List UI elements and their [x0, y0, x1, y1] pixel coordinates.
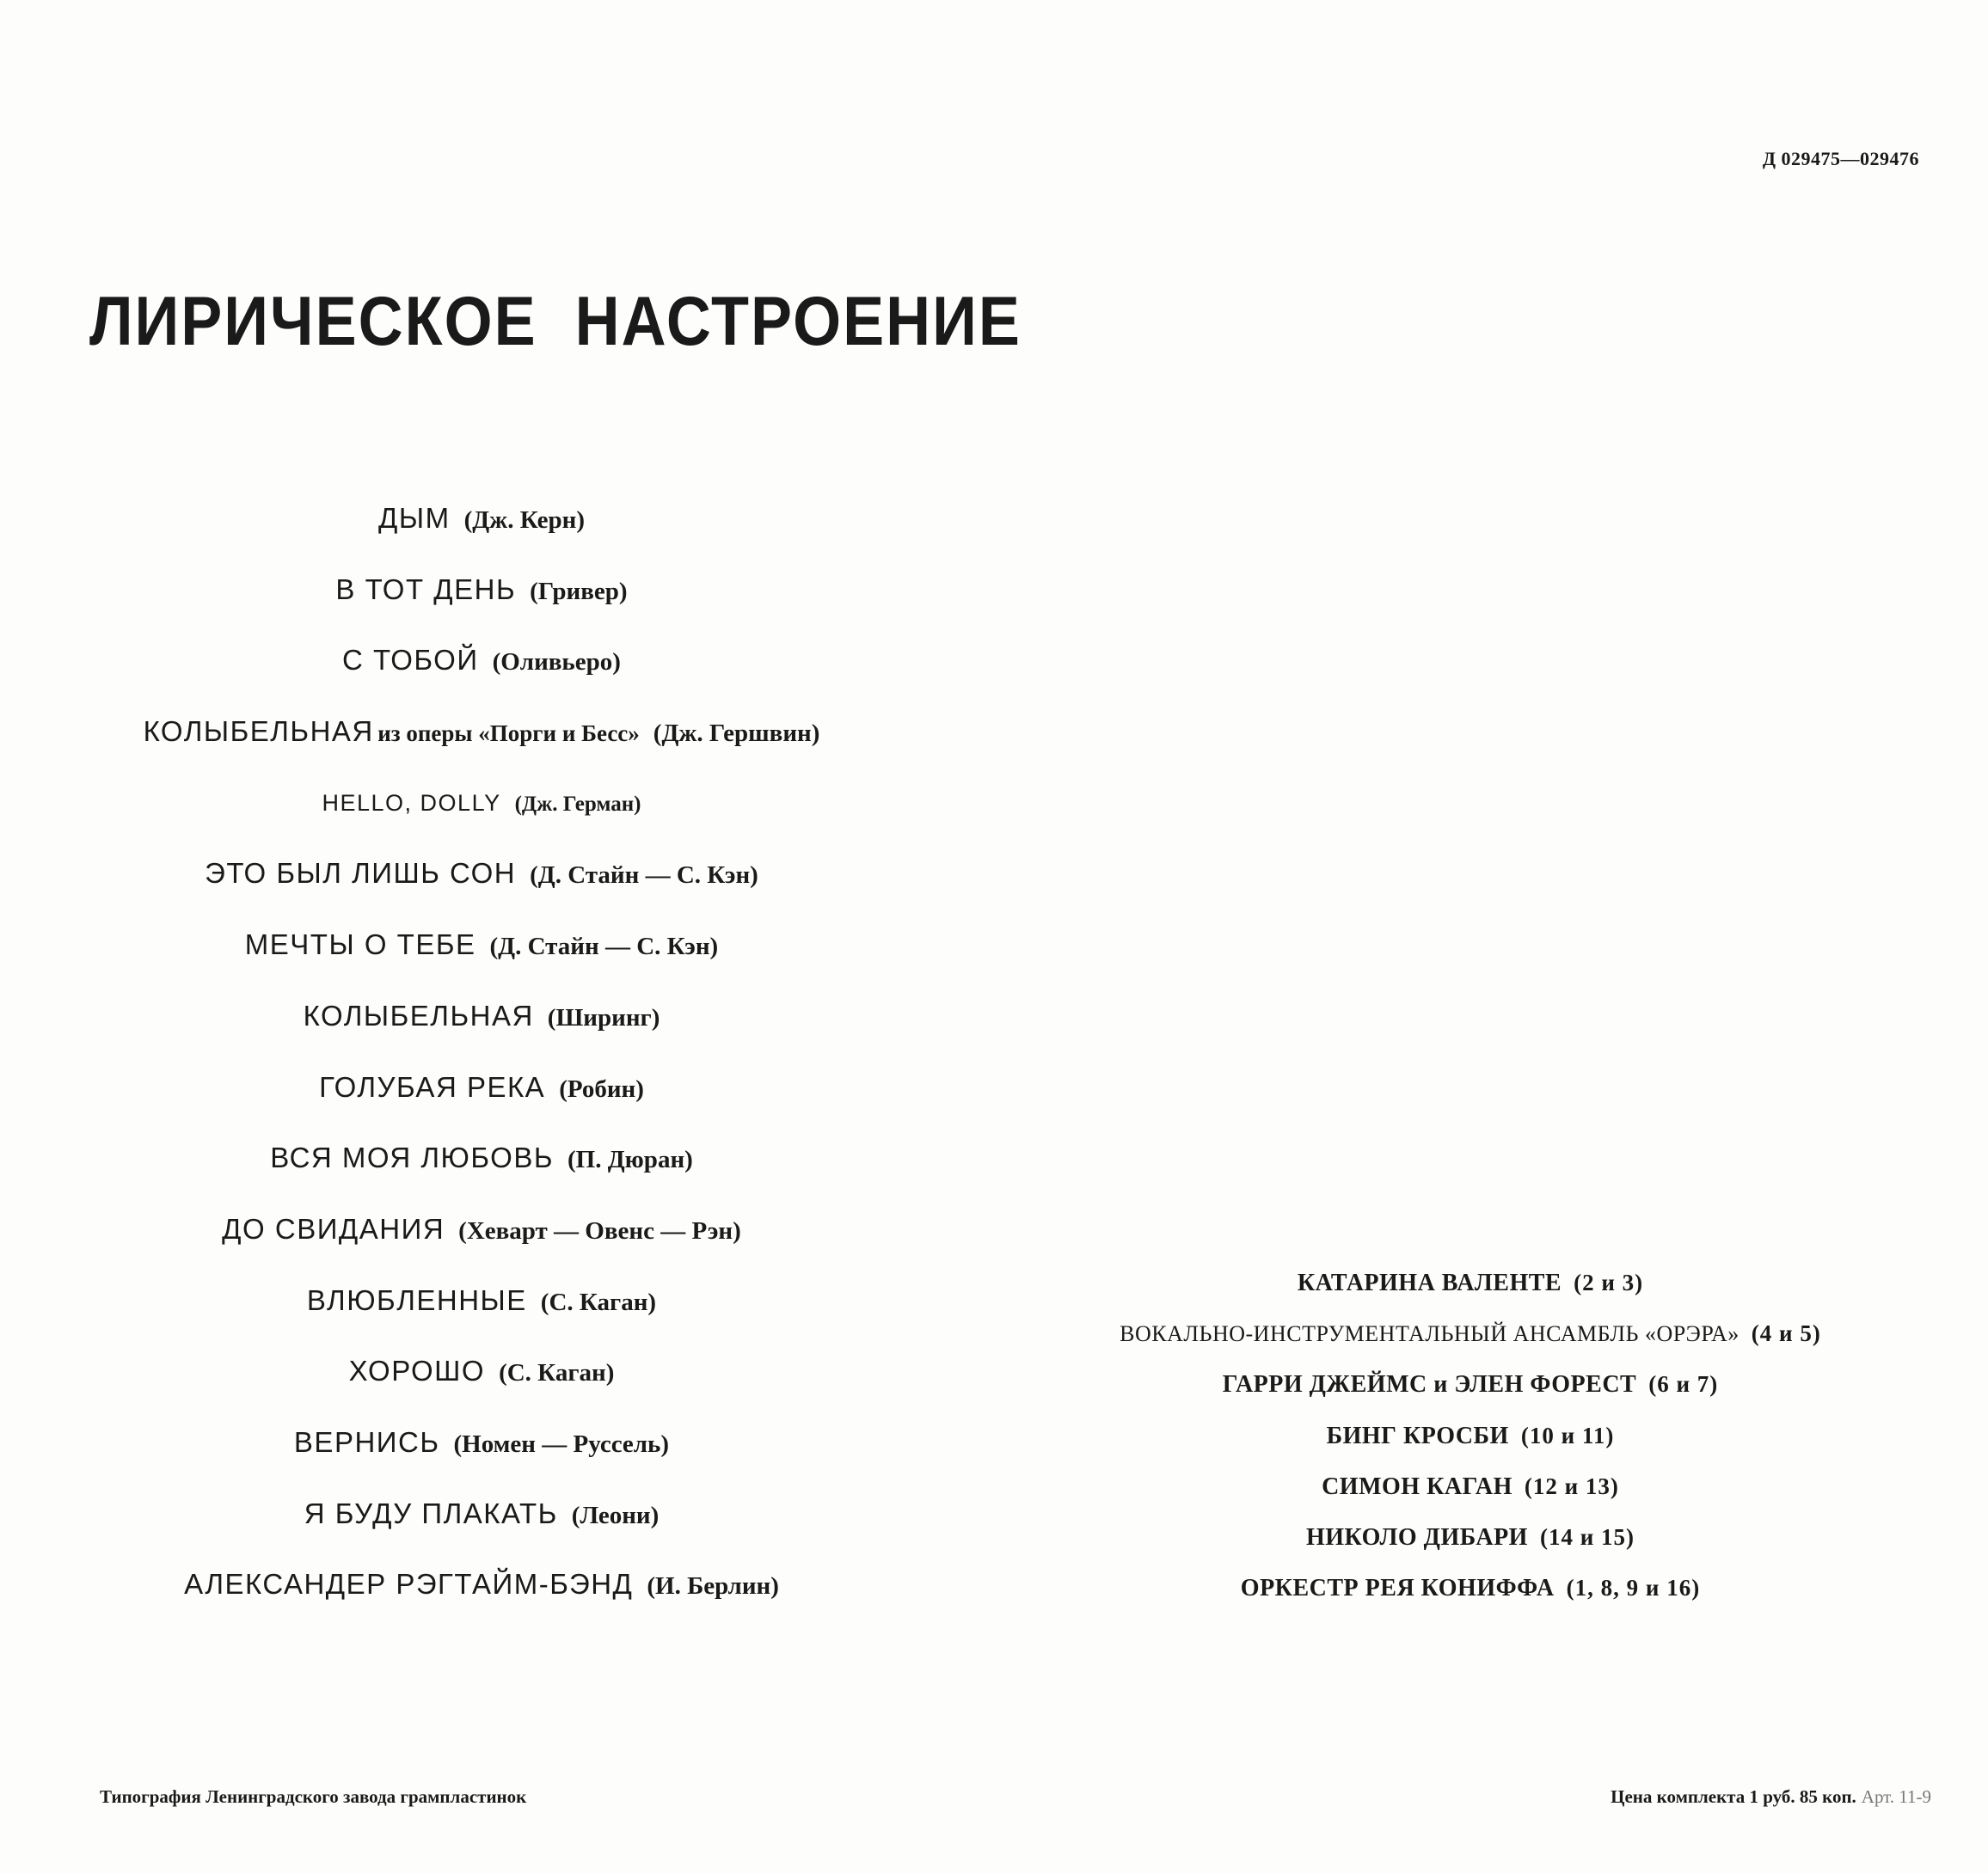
track-item: [69, 1563, 894, 1634]
track-composer: (Робин): [559, 1075, 644, 1103]
track-composer: (Ширинг): [547, 1003, 660, 1032]
track-item: [69, 781, 894, 853]
track-subtitle: из оперы «Порги и Бесс»: [377, 720, 640, 747]
track-composer: (Д. Стайн — С. Кэн): [489, 933, 719, 961]
price-text: Цена комплекта 1 руб. 85 коп.: [1611, 1786, 1856, 1807]
track-title: В ТОТ ДЕНЬ: [335, 573, 517, 605]
price-info: [1611, 1786, 1931, 1808]
artist-name: ГАРРИ ДЖЕЙМС и ЭЛЕН ФОРЕСТ: [1222, 1371, 1637, 1399]
artist-name: БИНГ КРОСБИ: [1326, 1422, 1509, 1449]
track-composer: (Дж. Гершвин): [653, 720, 820, 748]
track-composer: (Дж. Керн): [463, 506, 585, 534]
track-item: [69, 710, 894, 781]
track-title: ДЫМ: [378, 502, 451, 534]
track-title: Я БУДУ ПЛАКАТЬ: [304, 1497, 558, 1529]
track-item: [69, 1492, 894, 1564]
track-title: ВЛЮБЛЕННЫЕ: [306, 1283, 527, 1316]
artist-item: [1032, 1467, 1909, 1518]
track-title: HELLO, DOLLY: [322, 789, 501, 816]
track-composer: (Оливьеро): [492, 648, 621, 677]
track-title: МЕЧТЫ О ТЕБЕ: [244, 928, 476, 961]
artist-tracks: (6 и 7): [1648, 1371, 1719, 1398]
artist-tracks: (12 и 13): [1524, 1473, 1619, 1499]
artist-name: КАТАРИНА ВАЛЕНТЕ: [1297, 1270, 1562, 1296]
artist-tracks: (10 и 11): [1520, 1422, 1615, 1448]
track-composer: (Номен — Руссель): [453, 1430, 670, 1458]
track-title: С ТОБОЙ: [342, 644, 479, 677]
artist-tracks: (14 и 15): [1539, 1523, 1635, 1550]
artist-item: [1032, 1569, 1909, 1620]
track-title: ГОЛУБАЯ РЕКА: [319, 1070, 546, 1103]
track-item: [69, 568, 894, 640]
artist-item: [1032, 1264, 1909, 1314]
artist-item: [1032, 1314, 1909, 1365]
track-item: [69, 1350, 894, 1421]
track-composer: (С. Каган): [499, 1359, 615, 1387]
artist-name: НИКОЛО ДИБАРИ: [1305, 1523, 1528, 1551]
track-item: [69, 1136, 894, 1208]
printer-credit: Типография Ленинградского завода грампластинок: [100, 1786, 527, 1807]
artist-item: [1032, 1365, 1909, 1416]
track-title: АЛЕКСАНДЕР РЭГТАЙМ-БЭНД: [184, 1568, 634, 1601]
track-title: ХОРОШО: [348, 1355, 486, 1387]
track-composer: (Хеварт — Овенс — Рэн): [458, 1216, 741, 1245]
track-item: [69, 995, 894, 1066]
track-item: [69, 1421, 894, 1492]
article-number: Арт. 11-9: [1861, 1786, 1931, 1807]
artist-name: СИМОН КАГАН: [1322, 1473, 1512, 1500]
album-title: ЛИРИЧЕСКОЕ НАСТРОЕНИЕ: [89, 283, 1022, 360]
track-item: [69, 923, 894, 995]
track-item: [69, 639, 894, 710]
track-title: ЭТО БЫЛ ЛИШЬ СОН: [205, 857, 517, 890]
track-title: КОЛЫБЕЛЬНАЯ: [303, 999, 534, 1032]
track-composer: (П. Дюран): [567, 1146, 693, 1174]
track-title: ДО СВИДАНИЯ: [222, 1212, 445, 1245]
track-composer: (И. Берлин): [647, 1572, 779, 1601]
track-item: [69, 497, 894, 568]
track-title: КОЛЫБЕЛЬНАЯ: [143, 715, 374, 748]
track-composer: (Леони): [571, 1501, 660, 1529]
track-composer: (Д. Стайн — С. Кэн): [530, 861, 758, 890]
track-composer: (Дж. Герман): [514, 792, 641, 816]
artist-item: [1032, 1417, 1909, 1467]
track-item: [69, 1279, 894, 1350]
track-item: [69, 1066, 894, 1137]
artist-tracks: (1, 8, 9 и 16): [1566, 1575, 1701, 1601]
track-item: [69, 1208, 894, 1279]
track-item: [69, 852, 894, 923]
artist-list: [1032, 1264, 1909, 1620]
artist-item: [1032, 1518, 1909, 1569]
artist-name: ВОКАЛЬНО-ИНСТРУМЕНТАЛЬНЫЙ АНСАМБЛЬ «ОРЭРА»: [1120, 1321, 1740, 1347]
artist-name: ОРКЕСТР РЕЯ КОНИФФА: [1240, 1575, 1555, 1602]
track-title: ВСЯ МОЯ ЛЮБОВЬ: [270, 1142, 554, 1174]
artist-tracks: (4 и 5): [1751, 1320, 1821, 1347]
track-list: [69, 497, 894, 1634]
track-title: ВЕРНИСЬ: [293, 1425, 440, 1458]
catalog-number: Д 029475—029476: [1762, 148, 1919, 169]
artist-tracks: (2 и 3): [1574, 1270, 1644, 1295]
track-composer: (С. Каган): [540, 1288, 657, 1316]
track-composer: (Гривер): [530, 577, 628, 605]
